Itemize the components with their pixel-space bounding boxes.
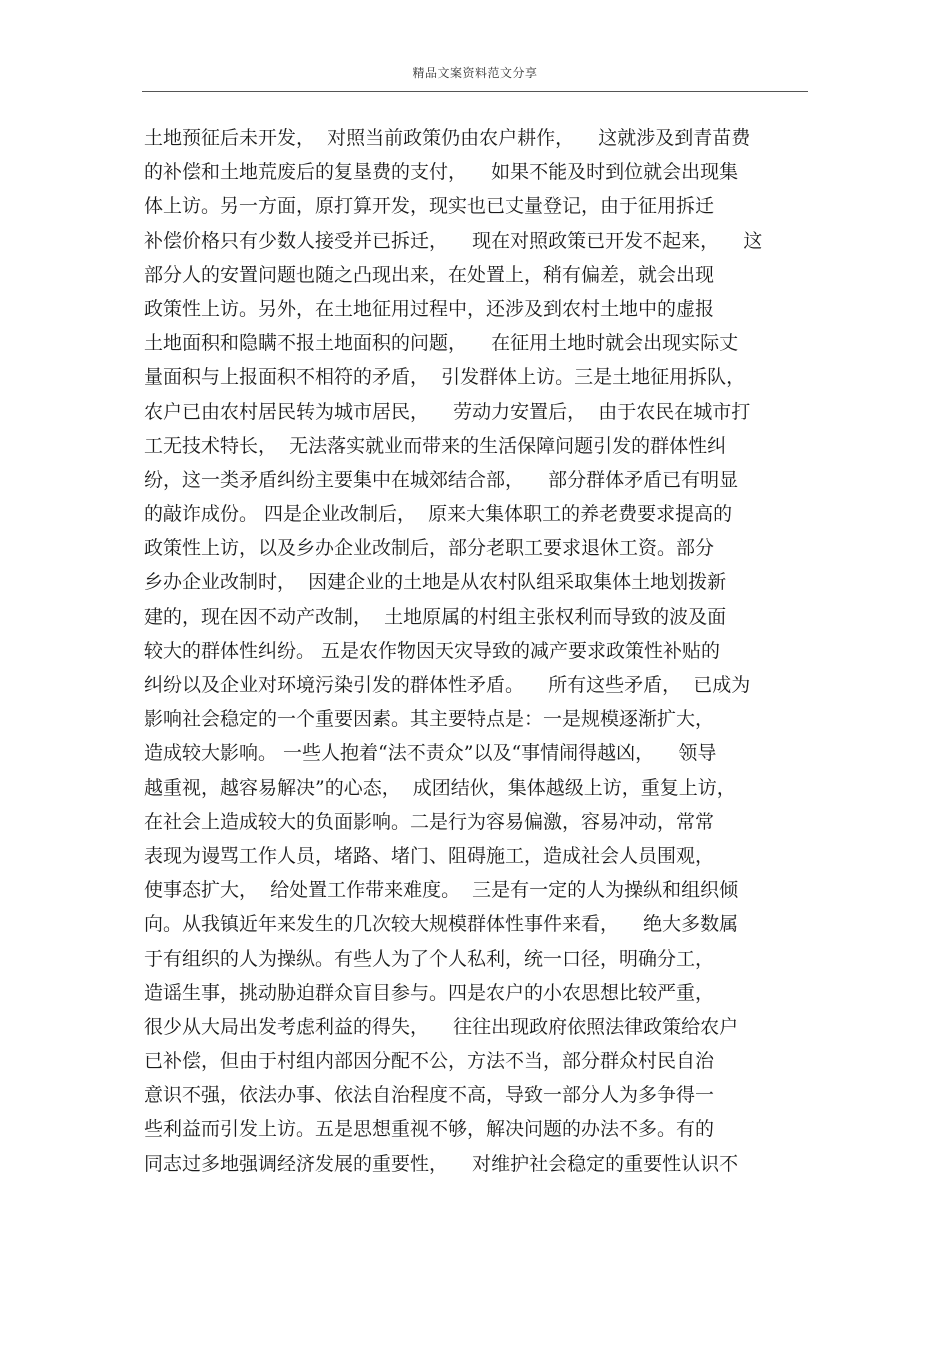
text-line: 越重视，越容易解决”的心态， 成团结伙，集体越级上访，重复上访， (144, 776, 736, 799)
text-line: 影响社会稳定的一个重要因素。其主要特点是：一是规模逐渐扩大， (144, 708, 715, 731)
text-line: 政策性上访，以及乡办企业改制后，部分老职工要求退休工资。部分 (144, 537, 715, 560)
text-line: 工无技术特长， 无法落实就业而带来的生活保障问题引发的群体性纠 (144, 434, 727, 457)
text-line: 纠纷以及企业对环境污染引发的群体性矛盾。 所有这些矛盾， 已成为 (144, 674, 751, 696)
text-line: 造成较大影响。 一些人抱着“法不责众”以及“事情闹得越凶， 领导 (144, 742, 717, 765)
text-line: 土地面积和隐瞒不报土地面积的问题， 在征用土地时就会出现实际丈 (144, 332, 739, 355)
text-line: 向。从我镇近年来发生的几次较大规模群体性事件来看， 绝大多数属 (144, 913, 739, 936)
text-line: 些利益而引发上访。五是思想重视不够，解决问题的办法不多。有的 (144, 1118, 715, 1141)
text-line: 政策性上访。另外，在土地征用过程中，还涉及到农村土地中的虚报 (144, 297, 715, 320)
text-line: 建的，现在因不动产改制， 土地原属的村组主张权利而导致的波及面 (144, 605, 727, 628)
text-line: 部分人的安置问题也随之凸现出来，在处置上，稍有偏差，就会出现 (144, 263, 715, 286)
page-header: 精品文案资料范文分享 (412, 66, 538, 80)
text-line: 量面积与上报面积不相符的矛盾， 引发群体上访。三是土地征用拆队， (144, 366, 746, 389)
text-line: 很少从大局出发考虑利益的得失， 往往出现政府依照法律政策给农户 (144, 1015, 739, 1038)
text-line: 体上访。另一方面，原打算开发，现实也已丈量登记，由于征用拆迁 (144, 195, 715, 218)
text-line: 较大的群体性纠纷。 五是农作物因天灾导致的减产要求政策性补贴的 (144, 639, 721, 662)
text-line: 使事态扩大， 给处置工作带来难度。 三是有一定的人为操纵和组织倾 (144, 879, 739, 902)
text-line: 已补偿，但由于村组内部因分配不公，方法不当，部分群众村民自治 (144, 1050, 715, 1073)
text-line: 土地预征后未开发， 对照当前政策仍由农户耕作， 这就涉及到青苗费 (144, 127, 751, 149)
text-line: 补偿价格只有少数人接受并已拆迁， 现在对照政策已开发不起来， 这 (144, 229, 763, 252)
text-line: 表现为谩骂工作人员，堵路、堵门、阻碍施工，造成社会人员围观， (144, 844, 715, 867)
text-line: 同志过多地强调经济发展的重要性， 对维护社会稳定的重要性认识不 (144, 1152, 739, 1175)
text-line: 的敲诈成份。 四是企业改制后， 原来大集体职工的养老费要求提高的 (144, 503, 733, 526)
text-line: 在社会上造成较大的负面影响。二是行为容易偏激，容易冲动，常常 (144, 810, 715, 833)
body-text (144, 121, 810, 1181)
text-line: 乡办企业改制时， 因建企业的土地是从农村队组采取集体土地划拨新 (144, 571, 727, 594)
text-line: 于有组织的人为操纵。有些人为了个人私利，统一口径，明确分工， (144, 947, 715, 970)
text-line: 造谣生事，挑动胁迫群众盲目参与。四是农户的小农思想比较严重， (144, 981, 715, 1004)
text-line: 纷，这一类矛盾纠纷主要集中在城郊结合部， 部分群体矛盾已有明显 (144, 468, 739, 491)
text-line: 的补偿和土地荒废后的复垦费的支付， 如果不能及时到位就会出现集 (144, 161, 739, 184)
header-divider (142, 91, 808, 92)
text-line: 意识不强，依法办事、依法自治程度不高，导致一部分人为多争得一 (144, 1084, 715, 1107)
text-line: 农户已由农村居民转为城市居民， 劳动力安置后， 由于农民在城市打 (144, 400, 751, 423)
